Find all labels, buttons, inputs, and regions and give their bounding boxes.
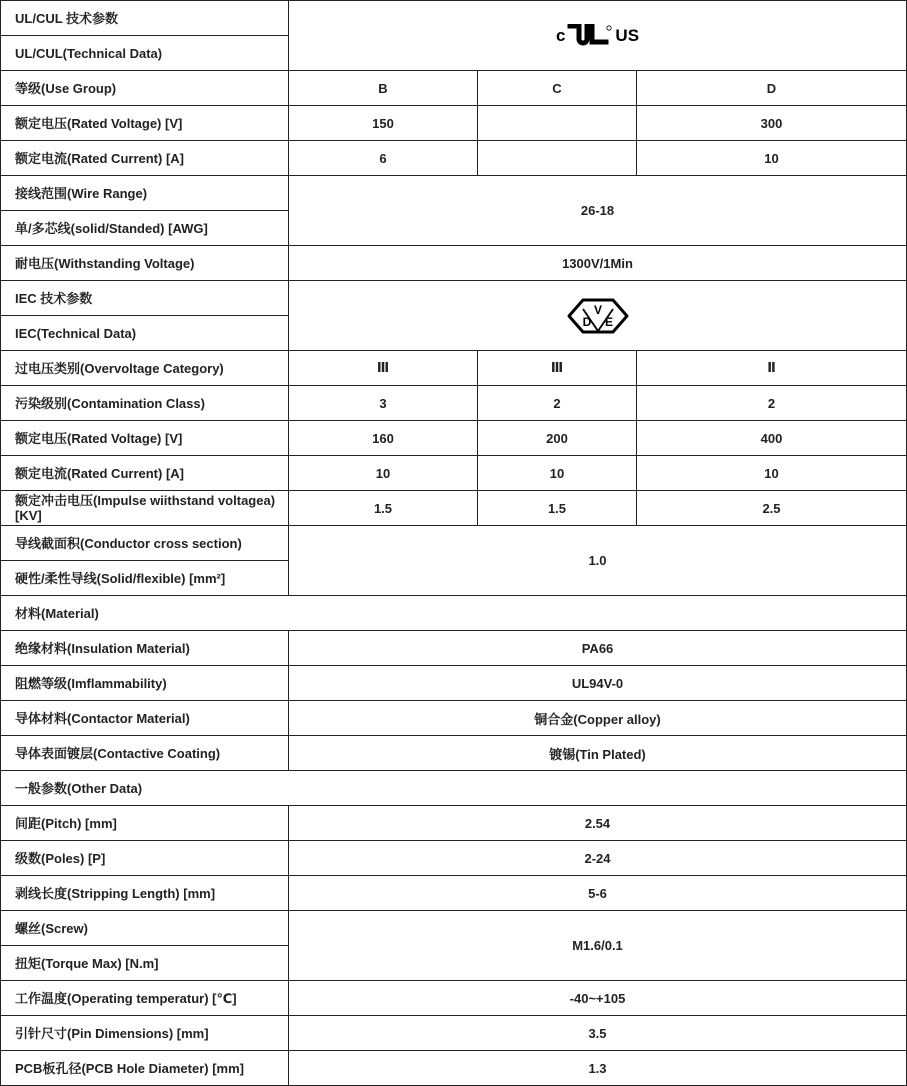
table-row bbox=[1, 281, 907, 316]
table-row bbox=[1, 1, 907, 36]
ul-logo-cell bbox=[289, 1, 907, 71]
impulse-voltage-d: 2.5 bbox=[637, 491, 907, 526]
table-row bbox=[1, 771, 907, 806]
ul-rated-current-b: 6 bbox=[289, 141, 478, 176]
inflammability-label: 阻燃等级(Imflammability) bbox=[1, 666, 289, 701]
pcb-hole-label: PCB板孔径(PCB Hole Diameter) [mm] bbox=[1, 1051, 289, 1086]
wire-range-label: 接线范围(Wire Range) bbox=[1, 176, 289, 211]
use-group-b: B bbox=[289, 71, 478, 106]
table-row bbox=[1, 1016, 907, 1051]
ul-rated-current-label: 额定电流(Rated Current) [A] bbox=[1, 141, 289, 176]
table-row bbox=[1, 911, 907, 946]
contamination-class-label: 污染级别(Contamination Class) bbox=[1, 386, 289, 421]
iec-rated-current-c: 10 bbox=[478, 456, 637, 491]
pin-dimensions-label: 引针尺寸(Pin Dimensions) [mm] bbox=[1, 1016, 289, 1051]
table-row bbox=[1, 176, 907, 211]
wire-range-value: 26-18 bbox=[289, 176, 907, 246]
impulse-voltage-c: 1.5 bbox=[478, 491, 637, 526]
table-row bbox=[1, 141, 907, 176]
contamination-class-c: 2 bbox=[478, 386, 637, 421]
ul-rated-voltage-c bbox=[478, 106, 637, 141]
withstanding-voltage-value: 1300V/1Min bbox=[289, 246, 907, 281]
impulse-voltage-label: 额定冲击电压(Impulse wiithstand voltagea) [KV] bbox=[1, 491, 289, 526]
table-row bbox=[1, 351, 907, 386]
torque-label: 扭矩(Torque Max) [N.m] bbox=[1, 946, 289, 981]
iec-rated-current-label: 额定电流(Rated Current) [A] bbox=[1, 456, 289, 491]
iec-rated-voltage-label: 额定电压(Rated Voltage) [V] bbox=[1, 421, 289, 456]
insulation-value: PA66 bbox=[289, 631, 907, 666]
table-row bbox=[1, 71, 907, 106]
table-row bbox=[1, 491, 907, 526]
cul-us-certification-icon bbox=[556, 24, 639, 48]
overvoltage-category-label: 过电压类别(Overvoltage Category) bbox=[1, 351, 289, 386]
table-row bbox=[1, 876, 907, 911]
iec-rated-voltage-b: 160 bbox=[289, 421, 478, 456]
table-row bbox=[1, 1051, 907, 1086]
vde-letter-e: E bbox=[604, 314, 613, 329]
cul-letter-us: US bbox=[615, 25, 640, 45]
material-header: 材料(Material) bbox=[1, 596, 907, 631]
poles-label: 级数(Poles) [P] bbox=[1, 841, 289, 876]
stripping-length-value: 5-6 bbox=[289, 876, 907, 911]
pin-dimensions-value: 3.5 bbox=[289, 1016, 907, 1051]
table-row bbox=[1, 981, 907, 1016]
table-row bbox=[1, 806, 907, 841]
pcb-hole-value: 1.3 bbox=[289, 1051, 907, 1086]
iec-rated-current-d: 10 bbox=[637, 456, 907, 491]
table-row bbox=[1, 841, 907, 876]
ul-header-en: UL/CUL(Technical Data) bbox=[1, 36, 289, 71]
cul-letter-c: c bbox=[555, 25, 566, 45]
pitch-value: 2.54 bbox=[289, 806, 907, 841]
use-group-label: 等级(Use Group) bbox=[1, 71, 289, 106]
vde-logo-cell bbox=[289, 281, 907, 351]
iec-rated-voltage-c: 200 bbox=[478, 421, 637, 456]
conductor-value: 1.0 bbox=[289, 526, 907, 596]
other-data-header: 一般参数(Other Data) bbox=[1, 771, 907, 806]
ul-header-cn: UL/CUL 技术参数 bbox=[1, 1, 289, 36]
operating-temp-value: -40~+105 bbox=[289, 981, 907, 1016]
operating-temp-label: 工作温度(Operating temperatur) [℃] bbox=[1, 981, 289, 1016]
vde-letter-v: V bbox=[593, 302, 602, 317]
screw-value: M1.6/0.1 bbox=[289, 911, 907, 981]
screw-label: 螺丝(Screw) bbox=[1, 911, 289, 946]
poles-value: 2-24 bbox=[289, 841, 907, 876]
ul-rated-voltage-label: 额定电压(Rated Voltage) [V] bbox=[1, 106, 289, 141]
table-row bbox=[1, 701, 907, 736]
overvoltage-category-b: Ⅲ bbox=[289, 351, 478, 386]
insulation-label: 绝缘材料(Insulation Material) bbox=[1, 631, 289, 666]
contamination-class-b: 3 bbox=[289, 386, 478, 421]
stripping-length-label: 剥线长度(Stripping Length) [mm] bbox=[1, 876, 289, 911]
iec-header-en: IEC(Technical Data) bbox=[1, 316, 289, 351]
vde-letter-d: D bbox=[582, 314, 591, 329]
withstanding-voltage-label: 耐电压(Withstanding Voltage) bbox=[1, 246, 289, 281]
table-row bbox=[1, 526, 907, 561]
table-row bbox=[1, 736, 907, 771]
table-row bbox=[1, 421, 907, 456]
table-row bbox=[1, 631, 907, 666]
conductor-cross-section-label: 导线截面积(Conductor cross section) bbox=[1, 526, 289, 561]
vde-certification-icon bbox=[566, 302, 630, 329]
table-row bbox=[1, 386, 907, 421]
ul-mark-icon bbox=[567, 24, 613, 48]
table-row bbox=[1, 106, 907, 141]
iec-rated-voltage-d: 400 bbox=[637, 421, 907, 456]
impulse-voltage-b: 1.5 bbox=[289, 491, 478, 526]
overvoltage-category-c: Ⅲ bbox=[478, 351, 637, 386]
contactor-material-label: 导体材料(Contactor Material) bbox=[1, 701, 289, 736]
inflammability-value: UL94V-0 bbox=[289, 666, 907, 701]
ul-rated-voltage-d: 300 bbox=[637, 106, 907, 141]
overvoltage-category-d: Ⅱ bbox=[637, 351, 907, 386]
table-row bbox=[1, 246, 907, 281]
solid-flexible-label: 硬性/柔性导线(Solid/flexible) [mm²] bbox=[1, 561, 289, 596]
use-group-c: C bbox=[478, 71, 637, 106]
table-row bbox=[1, 666, 907, 701]
iec-header-cn: IEC 技术参数 bbox=[1, 281, 289, 316]
coating-label: 导体表面镀层(Contactive Coating) bbox=[1, 736, 289, 771]
contamination-class-d: 2 bbox=[637, 386, 907, 421]
iec-rated-current-b: 10 bbox=[289, 456, 478, 491]
use-group-d: D bbox=[637, 71, 907, 106]
table-row bbox=[1, 596, 907, 631]
table-row bbox=[1, 456, 907, 491]
coating-value: 镀锡(Tin Plated) bbox=[289, 736, 907, 771]
ul-rated-current-c bbox=[478, 141, 637, 176]
contactor-material-value: 铜合金(Copper alloy) bbox=[289, 701, 907, 736]
wire-type-label: 单/多芯线(solid/Standed) [AWG] bbox=[1, 211, 289, 246]
ul-rated-voltage-b: 150 bbox=[289, 106, 478, 141]
pitch-label: 间距(Pitch) [mm] bbox=[1, 806, 289, 841]
ul-rated-current-d: 10 bbox=[637, 141, 907, 176]
